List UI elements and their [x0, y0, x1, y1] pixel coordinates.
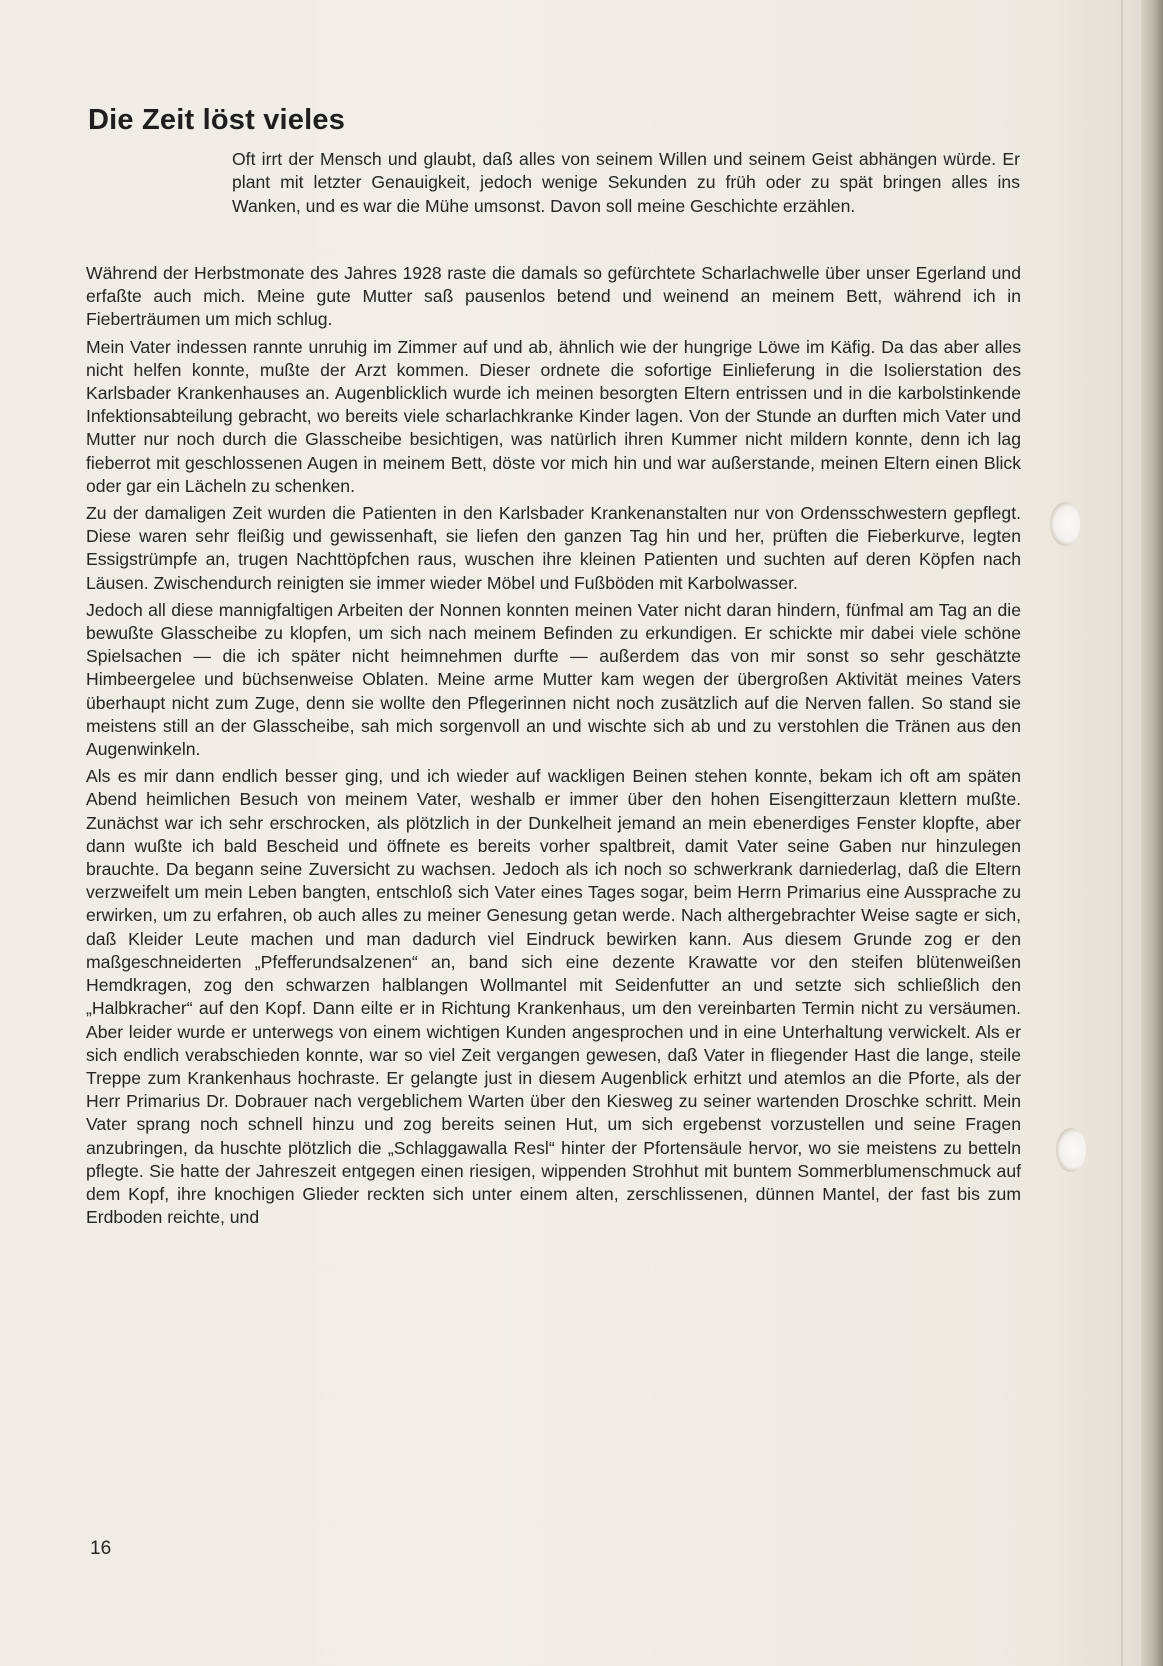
page-number: 16: [90, 1538, 112, 1559]
intro-paragraph: Oft irrt der Mensch und glaubt, daß alles von seinem Willen und seinem Geist abhängen würde. Er plant mit letzter Genauigkeit, jedoch wenige Sekunden zu früh oder zu spät bringen alles ins Wanken, und es war die Mühe umsonst. Davon soll meine Geschichte erzählen.: [232, 149, 1020, 216]
punch-hole: [1050, 502, 1080, 546]
paragraph: Mein Vater indessen rannte unruhig im Zimmer auf und ab, ähnlich wie der hungrige Löwe im Käfig. Da das aber alles nicht helfen konnte, mußte der Arzt kommen. Dieser ordnete die sofortige Einlieferung in die Isolierstation des Karlsbader Krankenhauses an. Augenblicklich wurde ich meinen besorgten Eltern entrissen und in die karbolstinkende Infektionsabteilung gebracht, wo bereits viele scharlachkranke Kinder lagen. Von der Stunde an durften mich Vater und Mutter nur noch durch die Glasscheibe besichtigen, was natürlich ihren Kummer nicht mildern konnte, denn ich lag fieberrot mit geschlossenen Augen in meinem Bett, döste vor mich hin und war außerstande, meinen Eltern einen Blick oder gar ein Lächeln zu schenken.: [86, 336, 1021, 496]
chapter-title: Die Zeit löst vieles: [88, 104, 346, 136]
paragraph: Zu der damaligen Zeit wurden die Patienten in den Karlsbader Krankenanstalten nur von Ordensschwestern gepflegt. Diese waren sehr fleißig und gewissenhaft, sie liefen den ganzen Tag hin und her, prüften die Fieberkurve, legten Essigstrümpfe an, trugen Nachttöpfchen raus, wuschen ihre kleinen Patienten und suchten auf deren Köpfen nach Läusen. Zwischendurch reinigten sie immer wieder Möbel und Fußböden mit Karbolwasser.: [86, 503, 1021, 593]
paragraph: Jedoch all diese mannigfaltigen Arbeiten der Nonnen konnten meinen Vater nicht daran hindern, fünfmal am Tag an die bewußte Glasscheibe zu klopfen, um sich nach meinem Befinden zu erkundigen. Er schickte mir dabei viele schöne Spielsachen — die ich später nicht heimnehmen durfte — außerdem das von mir sonst so sehr geschätzte Himbeergelee und büchsenweise Oblaten. Meine arme Mutter kam wegen der übergroßen Aktivität meines Vaters überhaupt nicht zum Zuge, denn sie wollte den Pflegerinnen nicht noch zusätzlich auf die Nerven fallen. So stand sie meistens still an der Glasscheibe, sah mich sorgenvoll an und wischte sich ab und zu verstohlen die Tränen aus den Augenwinkeln.: [86, 599, 1021, 760]
binding-crease: [1121, 0, 1123, 1666]
paragraph: Als es mir dann endlich besser ging, und ich wieder auf wackligen Beinen stehen konnte, bekam ich oft am späten Abend heimlichen Besuch von meinem Vater, weshalb er immer über den hohen Eisengitterzaun klettern mußte. Zunächst war ich sehr erschrocken, als plötzlich in der Dunkelheit jemand an mein ebenerdiges Fenster klopfte, aber dann wußte ich bald Bescheid und öffnete es bereits vorher spaltbreit, damit Vater seine Gaben nur hinzulegen brauchte. Da begann seine Zuversicht zu wachsen. Jedoch als ich noch so schwerkrank darniederlag, daß die Eltern verzweifelt um mein Leben bangten, entschloß sich Vater eines Tages sogar, beim Herrn Primarius eine Aussprache zu erwirken, um zu erfahren, ob auch alles zu meiner Genesung getan werde. Nach althergebrachter Weise sagte er sich, daß Kleider Leute machen und man dadurch viel Eindruck bewirken kann. Aus diesem Grunde zog er den maßgeschneiderten „Pfefferundsalzenen“ an, band sich eine dezente Krawatte vor den steifen blütenweißen Hemdkragen, zog den schwarzen halblangen Wollmantel mit Seidenfutter an und setzte sich schließlich den „Halbkracher“ auf den Kopf. Dann eilte er in Richtung Krankenhaus, um den vereinbarten Termin nicht zu versäumen. Aber leider wurde er unterwegs von einem wichtigen Kunden angesprochen und in eine Unterhaltung verwickelt. Als er sich endlich verabschieden konnte, war so viel Zeit vergangen gewesen, daß Vater in fliegender Hast die lange, steile Treppe zum Krankenhaus hochraste. Er gelangte just in diesem Augenblick erhitzt und atemlos an die Pforte, als der Herr Primarius Dr. Dobrauer nach vergeblichem Warten über den Kiesweg zu seiner wartenden Droschke schritt. Mein Vater sprang noch schnell hinzu und zog bereits seinen Hut, um sich ergebenst vorzustellen und seine Fragen anzubringen, da huschte plötzlich die „Schlaggawalla Resl“ hinter der Pfortensäule hervor, wo sie meistens zu betteln pflegte. Sie hatte der Jahreszeit entgegen einen riesigen, wippenden Strohhut mit buntem Sommerblumenschmuck auf dem Kopf, ihre knochigen Glieder reckten sich unter einem alten, zerschlissenen, dünnen Mantel, der fast bis zum Erdboden reichte, und: [86, 766, 1021, 1228]
page-edge: [1141, 0, 1163, 1666]
paragraph: Während der Herbstmonate des Jahres 1928 raste die damals so gefürchtete Scharlachwelle über unser Egerland und erfaßte auch mich. Meine gute Mutter saß pausenlos betend und weinend an meinem Bett, während ich in Fieberträumen um mich schlug.: [86, 263, 1021, 330]
punch-hole: [1056, 1128, 1086, 1172]
body-text: [86, 262, 1021, 1233]
